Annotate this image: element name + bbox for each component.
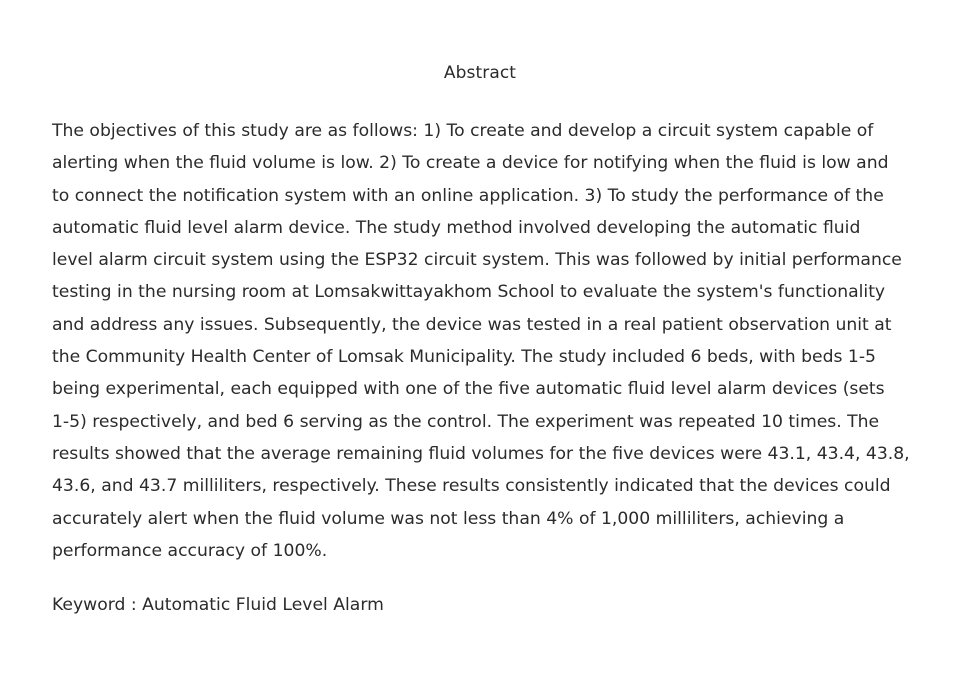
abstract-line: 43.6, and 43.7 milliliters, respectively. These results consistently indicated that the devices could (52, 476, 891, 497)
abstract-line: the Community Health Center of Lomsak Municipality. The study included 6 beds, with beds 1-5 (52, 347, 876, 368)
abstract-body (52, 115, 912, 567)
abstract-line: accurately alert when the fluid volume was not less than 4% of 1,000 milliliters, achieving a (52, 508, 845, 529)
abstract-line: and address any issues. Subsequently, the device was tested in a real patient observation unit at (52, 314, 892, 335)
abstract-line: 1-5) respectively, and bed 6 serving as the control. The experiment was repeated 10 times. The (52, 411, 880, 432)
abstract-line: The objectives of this study are as follows: 1) To create and develop a circuit system capable of (52, 121, 874, 141)
abstract-line: level alarm circuit system using the ESP32 circuit system. This was followed by initial performance (52, 250, 902, 271)
abstract-line: performance accuracy of 100%. (52, 540, 328, 561)
keyword-line: Keyword : Automatic Fluid Level Alarm (52, 595, 384, 615)
abstract-line: testing in the nursing room at Lomsakwittayakhom School to evaluate the system's functionality (52, 282, 886, 303)
abstract-line: results showed that the average remaining fluid volumes for the five devices were 43.1, 43.4, 43.8, (52, 443, 910, 464)
abstract-line: automatic fluid level alarm device. The study method involved developing the automatic fluid (52, 217, 861, 238)
abstract-line: being experimental, each equipped with one of the five automatic fluid level alarm devices (sets (52, 379, 885, 400)
abstract-line: alerting when the fluid volume is low. 2) To create a device for notifying when the fluid is low and (52, 153, 889, 174)
abstract-title: Abstract (443, 63, 517, 83)
abstract-line: to connect the notification system with an online application. 3) To study the performance of the (52, 185, 884, 206)
